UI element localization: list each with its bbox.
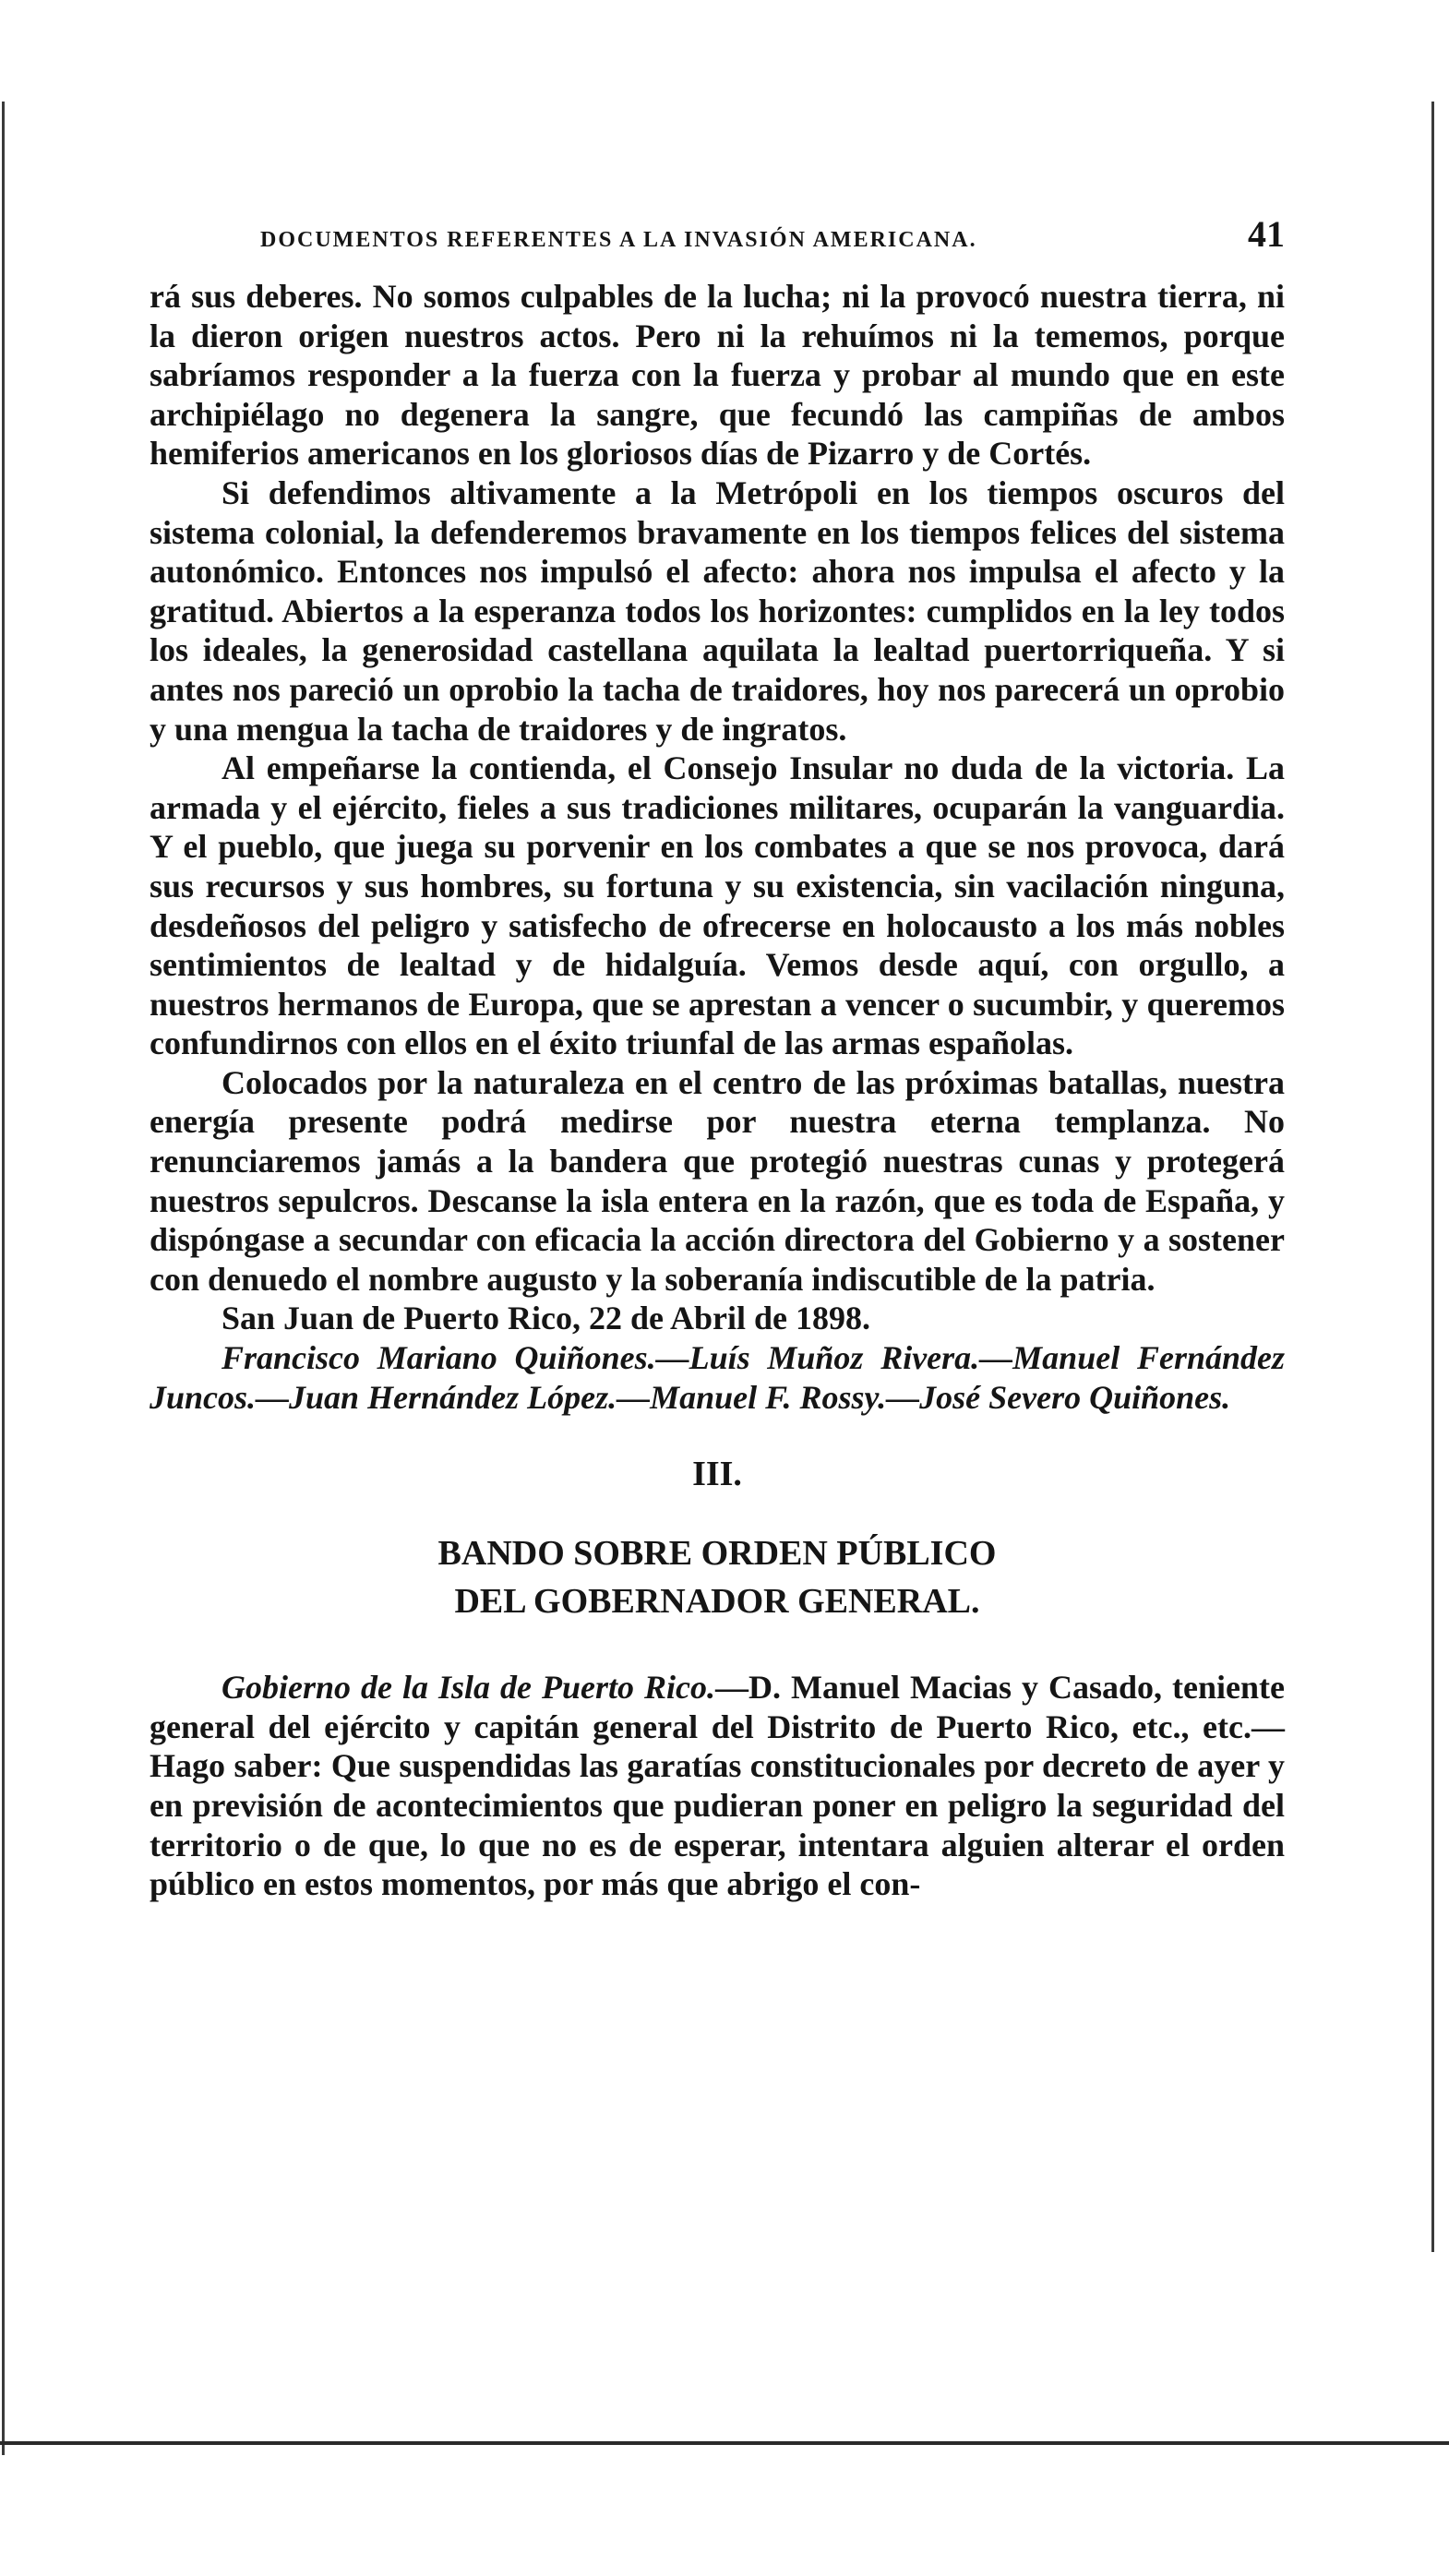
section-title-line-1: BANDO SOBRE ORDEN PÚBLICO: [437, 1534, 997, 1574]
page-edge-right: [1431, 102, 1434, 2252]
decree-text: —D. Manuel Macias y Casado, teniente general del ejército y capitán general del Distrito de Puerto Rico, etc., etc.—Hago saber: Que suspendidas las garatías constitucionales por decreto de ayer y en previsión de acontecimientos que pudieran poner en peligro la seguridad del territorio o de que, lo que no es de esperar, intentara alguien alterar el orden público en estos momentos, por más que abrigo el con-: [150, 1669, 1285, 1903]
section-title: [150, 1529, 1285, 1625]
paragraph-metropoli: Si defendimos altivamente a la Metrópoli en los tiempos oscuros del sistema colonial, la defenderemos bravamente en los tiempos felices del sistema autonómico. Entonces nos impulsó el afecto: ahora nos impulsa el afecto y la gratitud. Abiertos a la esperanza todos los horizontes: cumplidos en la ley todos los ideales, la generosidad castellana aquilata la lealtad puertorriqueña. Y si antes nos pareció un oprobio la tacha de traidores, hoy nos parecerá un oprobio y una mengua la tacha de traidores y de ingratos.: [150, 473, 1285, 748]
paragraph-naturaleza: Colocados por la naturaleza en el centro de las próximas batallas, nuestra energía presente podrá medirse por nuestra eterna templanza. No renunciaremos jamás a la bandera que protegió nuestras cunas y protegerá nuestros sepulcros. Descanse la isla entera en la razón, que es toda de España, y dispóngase a secundar con eficacia la acción directora del Gobierno y a sostener con denuedo el nombre augusto y la soberanía indiscutible de la patria.: [150, 1063, 1285, 1298]
section-number: III.: [692, 1455, 742, 1494]
page-number: 41: [1248, 213, 1285, 255]
signatures: Francisco Mariano Quiñones.—Luís Muñoz Rivera.—Manuel Fernández Juncos.—Juan Hernández López.—Manuel F. Rossy.—José Severo Quiñones.: [150, 1339, 1285, 1416]
dateline: San Juan de Puerto Rico, 22 de Abril de 1898.: [222, 1300, 871, 1337]
book-page: [150, 212, 1285, 1904]
running-head-title: DOCUMENTOS REFERENTES A LA INVASIÓN AMERICANA.: [260, 228, 977, 252]
page-edge-bottom: [0, 2441, 1449, 2445]
section-title-line-2: DEL GOBERNADOR GENERAL.: [454, 1582, 980, 1622]
running-head: [150, 212, 1285, 266]
decree-italic-lead: Gobierno de la Isla de Puerto Rico.: [222, 1669, 716, 1707]
page-edge-left: [2, 102, 5, 2455]
paragraph-continuation: rá sus deberes. No somos culpables de la lucha; ni la provocó nuestra tierra, ni la dieron origen nuestros actos. Pero ni la rehuímos ni la tememos, porque sabríamos responder a la fuerza con la fuerza y probar al mundo que en este archipiélago no degenera la sangre, que fecundó las campiñas de ambos hemiferios americanos en los gloriosos días de Pizarro y de Cortés.: [150, 278, 1285, 473]
paragraph-contienda: Al empeñarse la contienda, el Consejo Insular no duda de la victoria. La armada y el ejército, fieles a sus tradiciones militares, ocuparán la vanguardia. Y el pueblo, que juega su porvenir en los combates a que se nos provoca, dará sus recursos y sus hombres, su fortuna y su existencia, sin vacilación ninguna, desdeñosos del peligro y satisfecho de ofrecerse en holocausto a los más nobles sentimientos de lealtad y de hidalguía. Vemos desde aquí, con orgullo, a nuestros hermanos de Europa, que se aprestan a vencer o sucumbir, y queremos confundirnos con ellos en el éxito triunfal de las armas españolas.: [150, 749, 1285, 1062]
decree-paragraph: [150, 1668, 1285, 1904]
